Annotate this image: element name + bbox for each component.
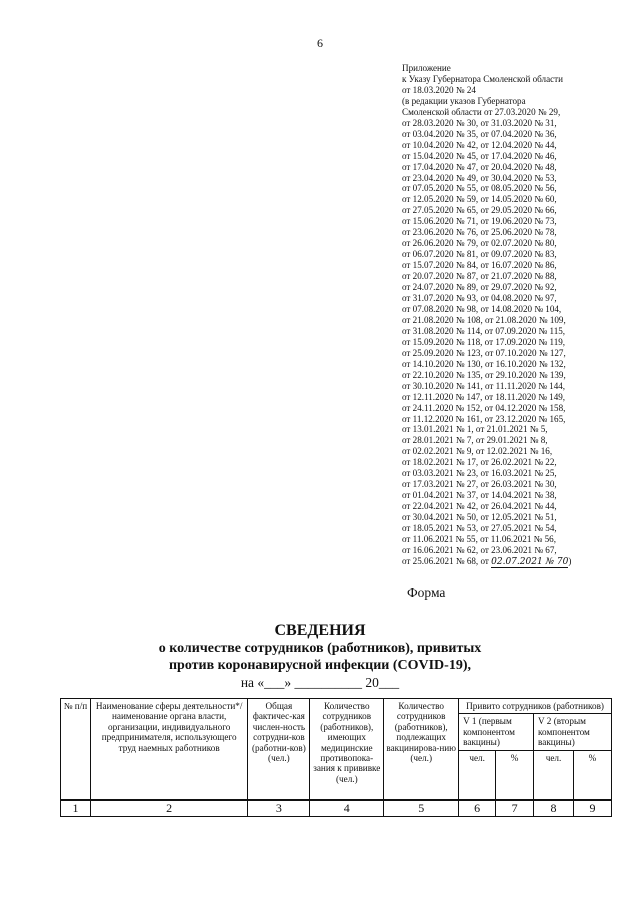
annex-line: от 12.05.2020 № 59, от 14.05.2020 № 60, [402, 194, 557, 205]
column-number: 1 [61, 800, 91, 817]
annex-line: от 28.03.2020 № 30, от 31.03.2020 № 31, [402, 117, 557, 128]
annex-line: от 22.10.2020 № 135, от 29.10.2020 № 139, [402, 369, 566, 380]
annex-line: от 14.10.2020 № 130, от 16.10.2020 № 132, [402, 358, 566, 369]
annex-last-line-prefix: от 25.06.2021 № 68, от [402, 555, 492, 566]
header-v2-people: чел. [534, 750, 574, 800]
column-number: 2 [90, 800, 248, 817]
column-number: 7 [496, 800, 534, 817]
column-number: 6 [459, 800, 496, 817]
annex-line: от 03.04.2020 № 35, от 07.04.2020 № 36, [402, 128, 557, 139]
report-table [60, 698, 612, 817]
title-line-2: о количестве сотрудников (работников), привитых [158, 641, 482, 656]
annex-line: от 12.11.2020 № 147, от 18.11.2020 № 149, [402, 391, 566, 402]
handwritten-amendment: 02.07.2021 № 70 [491, 556, 569, 567]
annex-line: от 24.11.2020 № 152, от 04.12.2020 № 158, [402, 402, 566, 413]
annex-line: от 16.06.2021 № 62, от 23.06.2021 № 67, [402, 544, 557, 555]
annex-line: Смоленской области от 27.03.2020 № 29, [402, 106, 561, 117]
header-v2-percent: % [574, 750, 612, 800]
annex-line: от 15.09.2020 № 118, от 17.09.2020 № 119, [402, 336, 566, 347]
column-number: 3 [248, 800, 310, 817]
column-number-row [61, 800, 612, 817]
column-number: 5 [384, 800, 459, 817]
annex-line: от 26.06.2020 № 79, от 02.07.2020 № 80, [402, 238, 557, 249]
header-v1: V 1 (первым компонентом вакцины) [459, 714, 534, 750]
title-main: СВЕДЕНИЯ [274, 622, 366, 639]
annex-line: от 13.01.2021 № 1, от 21.01.2021 № 5, [402, 424, 548, 435]
column-number: 8 [534, 800, 574, 817]
title-line-3: против коронавирусной инфекции (COVID-19), [168, 658, 471, 673]
annex-line: от 01.04.2021 № 37, от 14.04.2021 № 38, [402, 490, 557, 501]
date-line: на «___» __________ 20___ [240, 675, 400, 690]
column-number: 4 [310, 800, 384, 817]
annex-lines [402, 63, 634, 556]
header-total: Общая фактичес-кая числен-ность сотрудни-ков (работни-ков) (чел.) [248, 699, 310, 801]
annex-line: (в редакции указов Губернатора [402, 95, 526, 106]
annex-block [402, 63, 634, 568]
annex-line: от 27.05.2020 № 65, от 29.05.2020 № 66, [402, 205, 557, 216]
annex-line: от 15.06.2020 № 71, от 19.06.2020 № 73, [402, 216, 557, 227]
form-label: Форма [407, 585, 446, 600]
annex-line: от 18.02.2021 № 17, от 26.02.2021 № 22, [402, 457, 557, 468]
annex-line: от 03.03.2021 № 23, от 16.03.2021 № 25, [402, 468, 557, 479]
document-title [0, 621, 640, 691]
annex-line: от 31.08.2020 № 114, от 07.09.2020 № 115, [402, 325, 566, 336]
annex-line: от 15.07.2020 № 84, от 16.07.2020 № 86, [402, 260, 557, 271]
annex-line: от 18.03.2020 № 24 [402, 84, 476, 95]
header-row-1 [61, 699, 612, 714]
annex-line: от 28.01.2021 № 7, от 29.01.2021 № 8, [402, 435, 548, 446]
annex-line: от 15.04.2020 № 45, от 17.04.2020 № 46, [402, 150, 557, 161]
annex-line: от 02.02.2021 № 9, от 12.02.2021 № 16, [402, 446, 553, 457]
annex-line: от 21.08.2020 № 108, от 21.08.2020 № 109, [402, 314, 566, 325]
annex-line: от 11.06.2021 № 55, от 11.06.2021 № 56, [402, 533, 556, 544]
header-v2: V 2 (вторым компонентом вакцины) [534, 714, 612, 750]
header-vaccinated: Привито сотрудников (работников) [459, 699, 612, 714]
annex-line: от 11.12.2020 № 161, от 23.12.2020 № 165, [402, 413, 566, 424]
annex-line: от 06.07.2020 № 81, от 09.07.2020 № 83, [402, 249, 557, 260]
annex-line: от 18.05.2021 № 53, от 27.05.2021 № 54, [402, 523, 557, 534]
annex-line: от 23.06.2020 № 76, от 25.06.2020 № 78, [402, 227, 557, 238]
annex-line: от 22.04.2021 № 42, от 26.04.2021 № 44, [402, 501, 557, 512]
annex-line: от 30.04.2021 № 50, от 12.05.2021 № 51, [402, 512, 557, 523]
annex-line: от 10.04.2020 № 42, от 12.04.2020 № 44, [402, 139, 557, 150]
annex-line: от 20.07.2020 № 87, от 21.07.2020 № 88, [402, 271, 557, 282]
annex-line: от 07.05.2020 № 55, от 08.05.2020 № 56, [402, 183, 557, 194]
header-v1-people: чел. [459, 750, 496, 800]
annex-line: к Указу Губернатора Смоленской области [402, 73, 563, 84]
annex-line: от 17.04.2020 № 47, от 20.04.2020 № 48, [402, 161, 557, 172]
annex-last-line-suffix: ) [568, 555, 572, 566]
annex-line: от 25.09.2020 № 123, от 07.10.2020 № 127, [402, 347, 566, 358]
header-sphere: Наименование сферы деятельности*/наименование органа власти, организации, индивидуального предпринимателя, использующего труд наемных работников [90, 699, 248, 801]
annex-line: от 30.10.2020 № 141, от 11.11.2020 № 144, [402, 380, 566, 391]
annex-line: от 31.07.2020 № 93, от 04.08.2020 № 97, [402, 293, 557, 304]
annex-line: от 23.04.2020 № 49, от 30.04.2020 № 53, [402, 172, 557, 183]
page-number: 6 [317, 36, 323, 50]
report-table-wrapper [60, 698, 612, 817]
annex-line: от 24.07.2020 № 89, от 29.07.2020 № 92, [402, 282, 557, 293]
column-number: 9 [574, 800, 612, 817]
header-contraindications: Количество сотрудников (работников), имеющих медицинские противопока-зания к прививке (чел.) [310, 699, 384, 801]
annex-line: Приложение [402, 63, 451, 73]
annex-line: от 07.08.2020 № 98, от 14.08.2020 № 104, [402, 303, 562, 314]
annex-line: от 17.03.2021 № 27, от 26.03.2021 № 30, [402, 479, 557, 490]
header-subject-to-vaccination: Количество сотрудников (работников), подлежащих вакцинирова-нию (чел.) [384, 699, 459, 801]
annex-last-line [402, 556, 634, 568]
header-no: № п/п [61, 699, 91, 801]
header-v1-percent: % [496, 750, 534, 800]
